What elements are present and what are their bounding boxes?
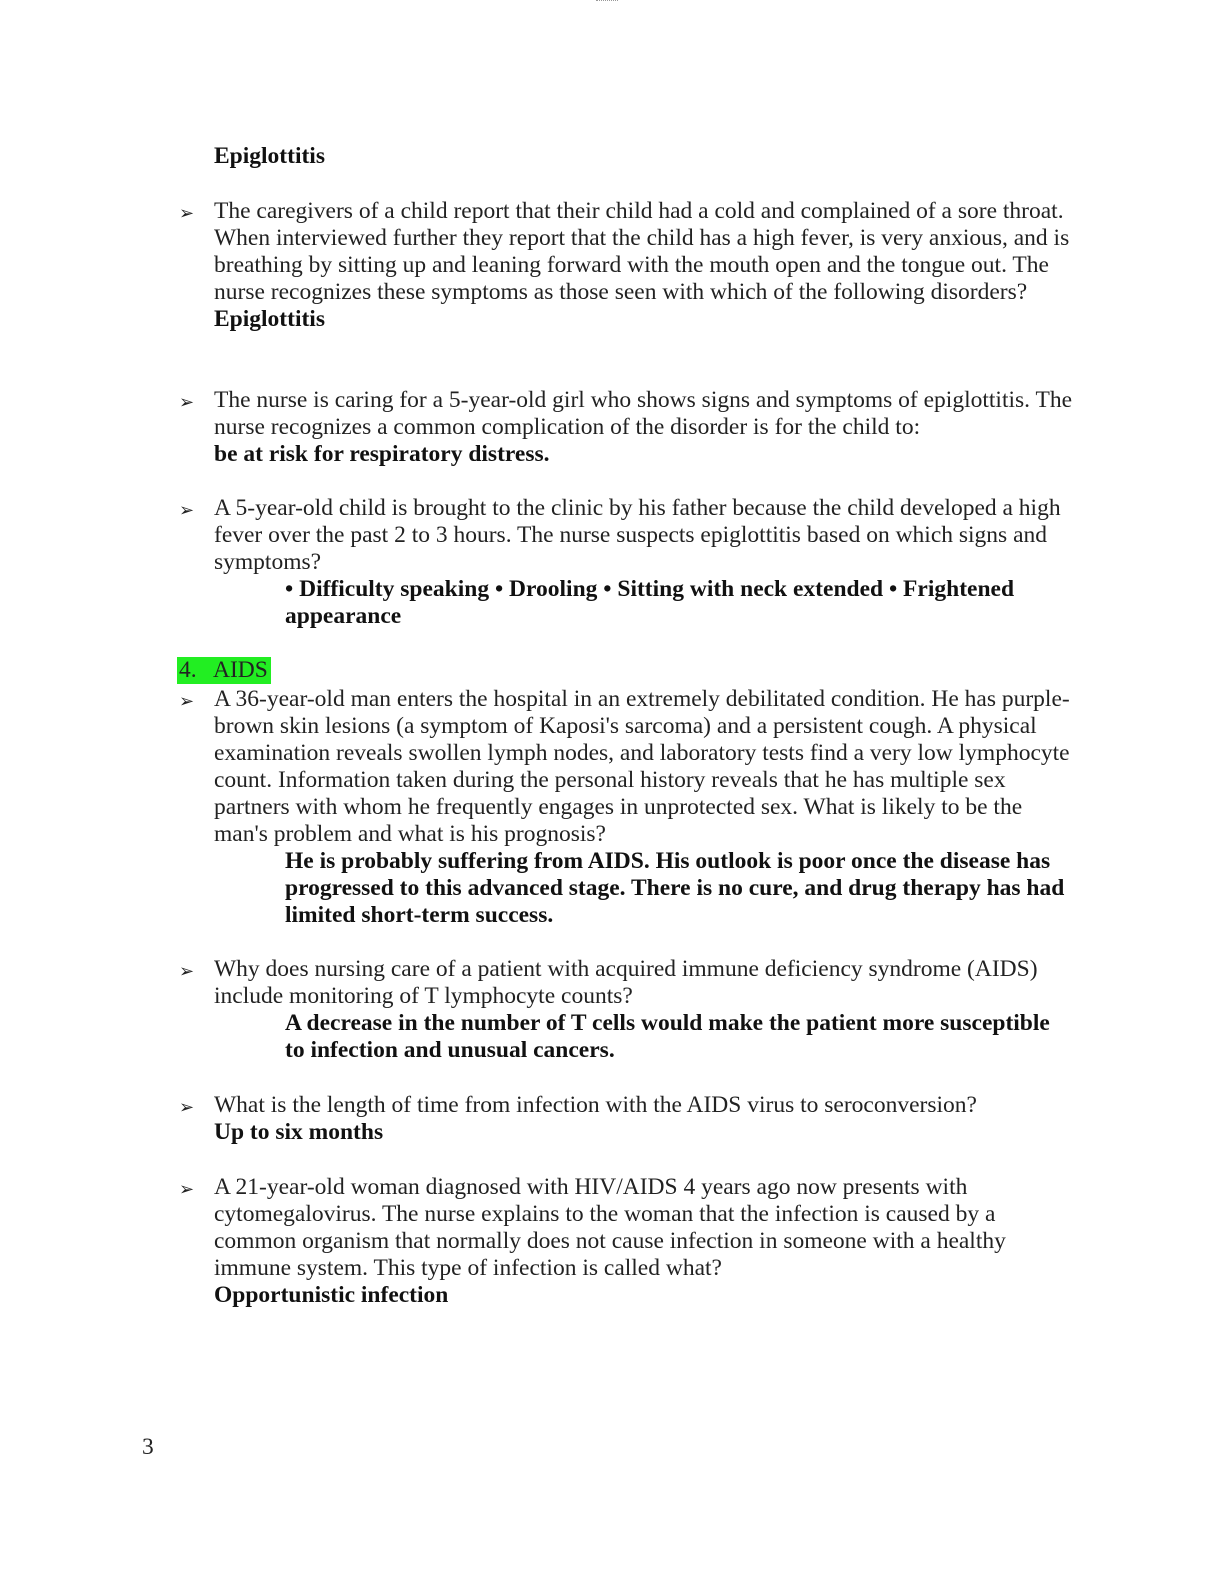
answer-text: A decrease in the number of T cells would make the patient more susceptible to infection and unusual cancers.: [285, 1010, 1050, 1063]
question-text: A 36-year-old man enters the hospital in an extremely debilitated condition. He has purple-brown skin lesions (a symptom of Kaposi's sarcoma) and a persistent cough. A physical examination reveals swollen lymph nodes, and laboratory tests find a very low lymphocyte count. Information taken during the personal history reveals that he has multiple sex partners with whom he frequently engages in unprotected sex. What is likely to be the man's problem and what is his prognosis?: [214, 686, 1070, 847]
bullet-arrow-icon: ➢: [179, 1097, 195, 1118]
question-item: [214, 495, 1074, 576]
question-text: A 5-year-old child is brought to the clinic by his father because the child developed a high fever over the past 2 to 3 hours. The nurse suspects epiglottitis based on which signs and symptoms?: [214, 495, 1061, 575]
section-heading-aids: [177, 657, 271, 684]
answer-text: be at risk for respiratory distress.: [214, 441, 550, 467]
question-item: [214, 198, 1074, 333]
section-heading-epiglottitis: Epiglottitis: [214, 143, 325, 169]
bullet-arrow-icon: ➢: [179, 392, 195, 413]
question-item: [214, 1174, 1074, 1309]
question-text: A 21-year-old woman diagnosed with HIV/AIDS 4 years ago now presents with cytomegalovirus. The nurse explains to the woman that the infection is caused by a common organism that normally does not cause infection in someone with a healthy immune system. This type of infection is called what?: [214, 1174, 1006, 1281]
question-text: The nurse is caring for a 5-year-old girl who shows signs and symptoms of epiglottitis. The nurse recognizes a common complication of the disorder is for the child to:: [214, 387, 1073, 440]
question-text: What is the length of time from infection with the AIDS virus to seroconversion?: [214, 1092, 977, 1118]
bullet-arrow-icon: ➢: [179, 203, 195, 224]
answer-text: He is probably suffering from AIDS. His outlook is poor once the disease has progressed to this advanced stage. There is no cure, and drug therapy has had limited short-term success.: [285, 848, 1065, 928]
answer-text: Epiglottitis: [214, 306, 325, 332]
top-mark: [596, 0, 618, 3]
section-number: 4.: [179, 657, 197, 683]
bullet-arrow-icon: ➢: [179, 691, 195, 712]
question-item: [214, 956, 1074, 1010]
answer-text: • Difficulty speaking • Drooling • Sitting with neck extended • Frightened appearance: [285, 576, 1015, 629]
question-text: Why does nursing care of a patient with acquired immune deficiency syndrome (AIDS) include monitoring of T lymphocyte counts?: [214, 956, 1038, 1009]
section-title: AIDS: [213, 657, 268, 683]
answer-text: Up to six months: [214, 1119, 384, 1145]
question-item: [214, 1092, 1074, 1146]
page-number: 3: [142, 1434, 154, 1460]
question-item: [214, 387, 1074, 468]
bullet-arrow-icon: ➢: [179, 1179, 195, 1200]
answer-text: Opportunistic infection: [214, 1282, 449, 1308]
question-item: [214, 686, 1074, 848]
question-text: The caregivers of a child report that their child had a cold and complained of a sore throat. When interviewed further they report that the child has a high fever, is very anxious, and is breathing by sitting up and leaning forward with the mouth open and the tongue out. The nurse recognizes these symptoms as those seen with which of the following disorders?: [214, 198, 1070, 305]
bullet-arrow-icon: ➢: [179, 500, 195, 521]
bullet-arrow-icon: ➢: [179, 961, 195, 982]
